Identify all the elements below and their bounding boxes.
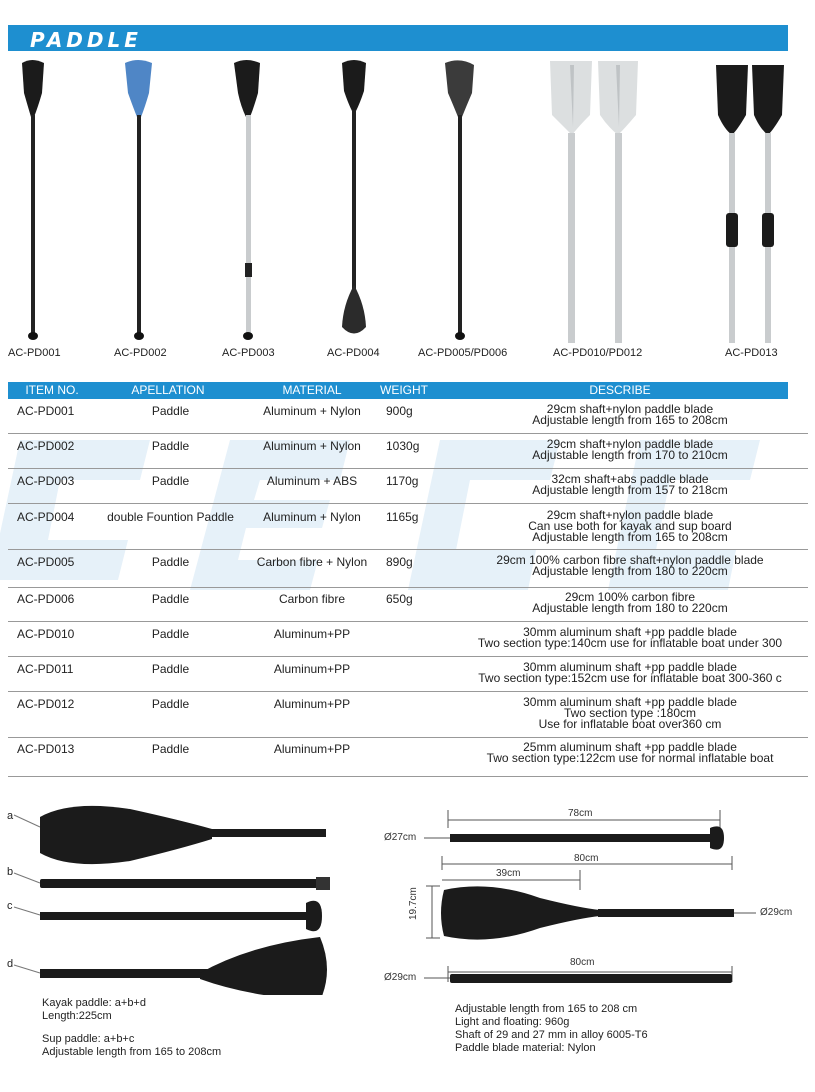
cell-describe-line: 25mm aluminum shaft +pp paddle blade	[523, 740, 737, 754]
spec-line: Paddle blade material: Nylon	[455, 1042, 596, 1054]
dim-top-length: 78cm	[568, 808, 593, 819]
cell-apellation: Paddle	[151, 627, 190, 641]
product-code: AC-PD003	[222, 347, 275, 359]
cell-weight: 1170g	[386, 474, 419, 488]
cell-describe-line: Adjustable length from 170 to 210cm	[532, 448, 728, 462]
cell-material: Aluminum+PP	[273, 627, 351, 641]
kayak-length: Length:225cm	[42, 1010, 112, 1022]
cell-describe-line: Use for inflatable boat over360 cm	[538, 717, 722, 731]
cell-material: Aluminum + Nylon	[263, 510, 361, 524]
kayak-title: Kayak paddle: a+b+d	[42, 997, 146, 1009]
dim-blade-width: 19.7cm	[408, 887, 419, 920]
cell-weight: 900g	[386, 404, 413, 418]
product-code: AC-PD001	[8, 347, 61, 359]
cell-describe-line: 29cm shaft+nylon paddle blade	[546, 508, 714, 522]
cell-item-no: AC-PD003	[17, 474, 75, 488]
cell-material: Aluminum + Nylon	[263, 404, 361, 418]
paddle-pd013-image	[716, 65, 784, 343]
cell-describe-line: 29cm 100% carbon fibre shaft+nylon paddle blade	[496, 553, 764, 567]
product-images	[0, 55, 815, 345]
cell-describe-line: Two section type:122cm use for normal inflatable boat	[486, 751, 774, 765]
cell-apellation: Paddle	[151, 439, 190, 453]
part-label-d: d	[7, 958, 14, 970]
dim-blade-shaft: Ø29cm	[760, 907, 793, 918]
cell-describe-line: Two section type:140cm use for inflatable boat under 300	[477, 636, 783, 650]
dimension-diagram	[380, 800, 810, 1000]
paddle-pd001-image	[22, 60, 44, 340]
row-divider	[8, 503, 808, 504]
column-header-material: MATERIAL	[282, 383, 342, 397]
cell-material: Carbon fibre	[278, 592, 346, 606]
product-code: AC-PD010/PD012	[553, 347, 643, 359]
cell-apellation: Paddle	[151, 592, 190, 606]
cell-weight: 890g	[386, 555, 413, 569]
product-code: AC-PD013	[725, 347, 778, 359]
cell-weight: 1165g	[386, 510, 419, 524]
cell-describe-line: 29cm shaft+nylon paddle blade	[546, 402, 714, 416]
row-divider	[8, 656, 808, 657]
cell-material: Aluminum + ABS	[266, 474, 358, 488]
cell-item-no: AC-PD006	[17, 592, 75, 606]
cell-material: Aluminum+PP	[273, 742, 351, 756]
section-title: PADDLE	[30, 28, 142, 52]
cell-item-no: AC-PD013	[17, 742, 75, 756]
cell-describe-line: 32cm shaft+abs paddle blade	[551, 472, 709, 486]
cell-material: Carbon fibre + Nylon	[256, 555, 368, 569]
column-header-weight: WEIGHT	[380, 383, 428, 397]
row-divider	[8, 549, 808, 550]
cell-describe-line: 30mm aluminum shaft +pp paddle blade	[523, 660, 737, 674]
cell-describe-line: Two section type:152cm use for inflatable boat 300-360 c	[478, 671, 782, 685]
paddle-pd004-image	[342, 60, 366, 334]
cell-item-no: AC-PD004	[17, 510, 75, 524]
cell-item-no: AC-PD010	[17, 627, 75, 641]
spec-line: Light and floating: 960g	[455, 1016, 570, 1028]
cell-describe-line: Adjustable length from 165 to 208cm	[532, 530, 728, 544]
column-header-describe: DESCRIBE	[589, 383, 651, 397]
cell-item-no: AC-PD011	[17, 662, 74, 676]
dim-top-diameter: Ø27cm	[384, 832, 417, 843]
row-divider	[8, 587, 808, 588]
spec-line: Adjustable length from 165 to 208 cm	[455, 1003, 638, 1015]
assembly-diagram	[0, 795, 400, 995]
row-divider	[8, 691, 808, 692]
cell-item-no: AC-PD002	[17, 439, 75, 453]
cell-apellation: Paddle	[151, 697, 190, 711]
cell-describe-line: Adjustable length from 180 to 220cm	[532, 601, 728, 615]
dim-blade-length: 39cm	[496, 868, 521, 879]
part-label-a: a	[7, 810, 14, 822]
cell-describe-line: 30mm aluminum shaft +pp paddle blade	[523, 695, 737, 709]
cell-describe-line: 30mm aluminum shaft +pp paddle blade	[523, 625, 737, 639]
cell-describe-line: Adjustable length from 157 to 218cm	[532, 483, 728, 497]
cell-describe-line: Adjustable length from 180 to 220cm	[532, 564, 728, 578]
sup-title: Sup paddle: a+b+c	[42, 1033, 135, 1045]
cell-describe-line: Adjustable length from 165 to 208cm	[532, 413, 728, 427]
row-divider	[8, 468, 808, 469]
part-label-b: b	[7, 866, 14, 878]
product-code: AC-PD005/PD006	[418, 347, 508, 359]
cell-describe-line: Can use both for kayak and sup board	[528, 519, 732, 533]
part-label-c: c	[7, 900, 13, 912]
cell-describe-line: 29cm shaft+nylon paddle blade	[546, 437, 714, 451]
row-divider	[8, 737, 808, 738]
product-code: AC-PD004	[327, 347, 380, 359]
cell-material: Aluminum + Nylon	[263, 439, 361, 453]
cell-weight: 1030g	[386, 439, 420, 453]
column-header-item: ITEM NO.	[25, 383, 79, 397]
row-divider	[8, 433, 808, 434]
row-divider	[8, 621, 808, 622]
column-header-apellation: APELLATION	[131, 383, 205, 397]
cell-apellation: Paddle	[151, 555, 190, 569]
paddle-pd002-image	[125, 60, 152, 340]
sup-length: Adjustable length from 165 to 208cm	[42, 1046, 222, 1058]
cell-weight: 650g	[386, 592, 413, 606]
spec-line: Shaft of 29 and 27 mm in alloy 6005-T6	[455, 1029, 648, 1041]
cell-item-no: AC-PD005	[17, 555, 75, 569]
dim-blade-total: 80cm	[574, 853, 599, 864]
cell-apellation: Paddle	[151, 742, 190, 756]
dim-bottom-diameter: Ø29cm	[384, 972, 417, 983]
cell-item-no: AC-PD012	[17, 697, 75, 711]
cell-describe-line: 29cm 100% carbon fibre	[564, 590, 696, 604]
cell-describe-line: Two section type :180cm	[563, 706, 697, 720]
cell-apellation: double Fountion Paddle	[107, 510, 234, 524]
paddle-pd005-image	[445, 60, 474, 340]
cell-material: Aluminum+PP	[273, 697, 351, 711]
cell-apellation: Paddle	[151, 662, 190, 676]
cell-apellation: Paddle	[151, 404, 190, 418]
cell-apellation: Paddle	[151, 474, 190, 488]
cell-material: Aluminum+PP	[273, 662, 351, 676]
paddle-pd003-image	[234, 60, 260, 340]
product-code: AC-PD002	[114, 347, 167, 359]
dim-bottom-length: 80cm	[570, 957, 595, 968]
paddle-pd010-image	[550, 61, 638, 343]
cell-item-no: AC-PD001	[17, 404, 75, 418]
row-divider	[8, 776, 808, 777]
